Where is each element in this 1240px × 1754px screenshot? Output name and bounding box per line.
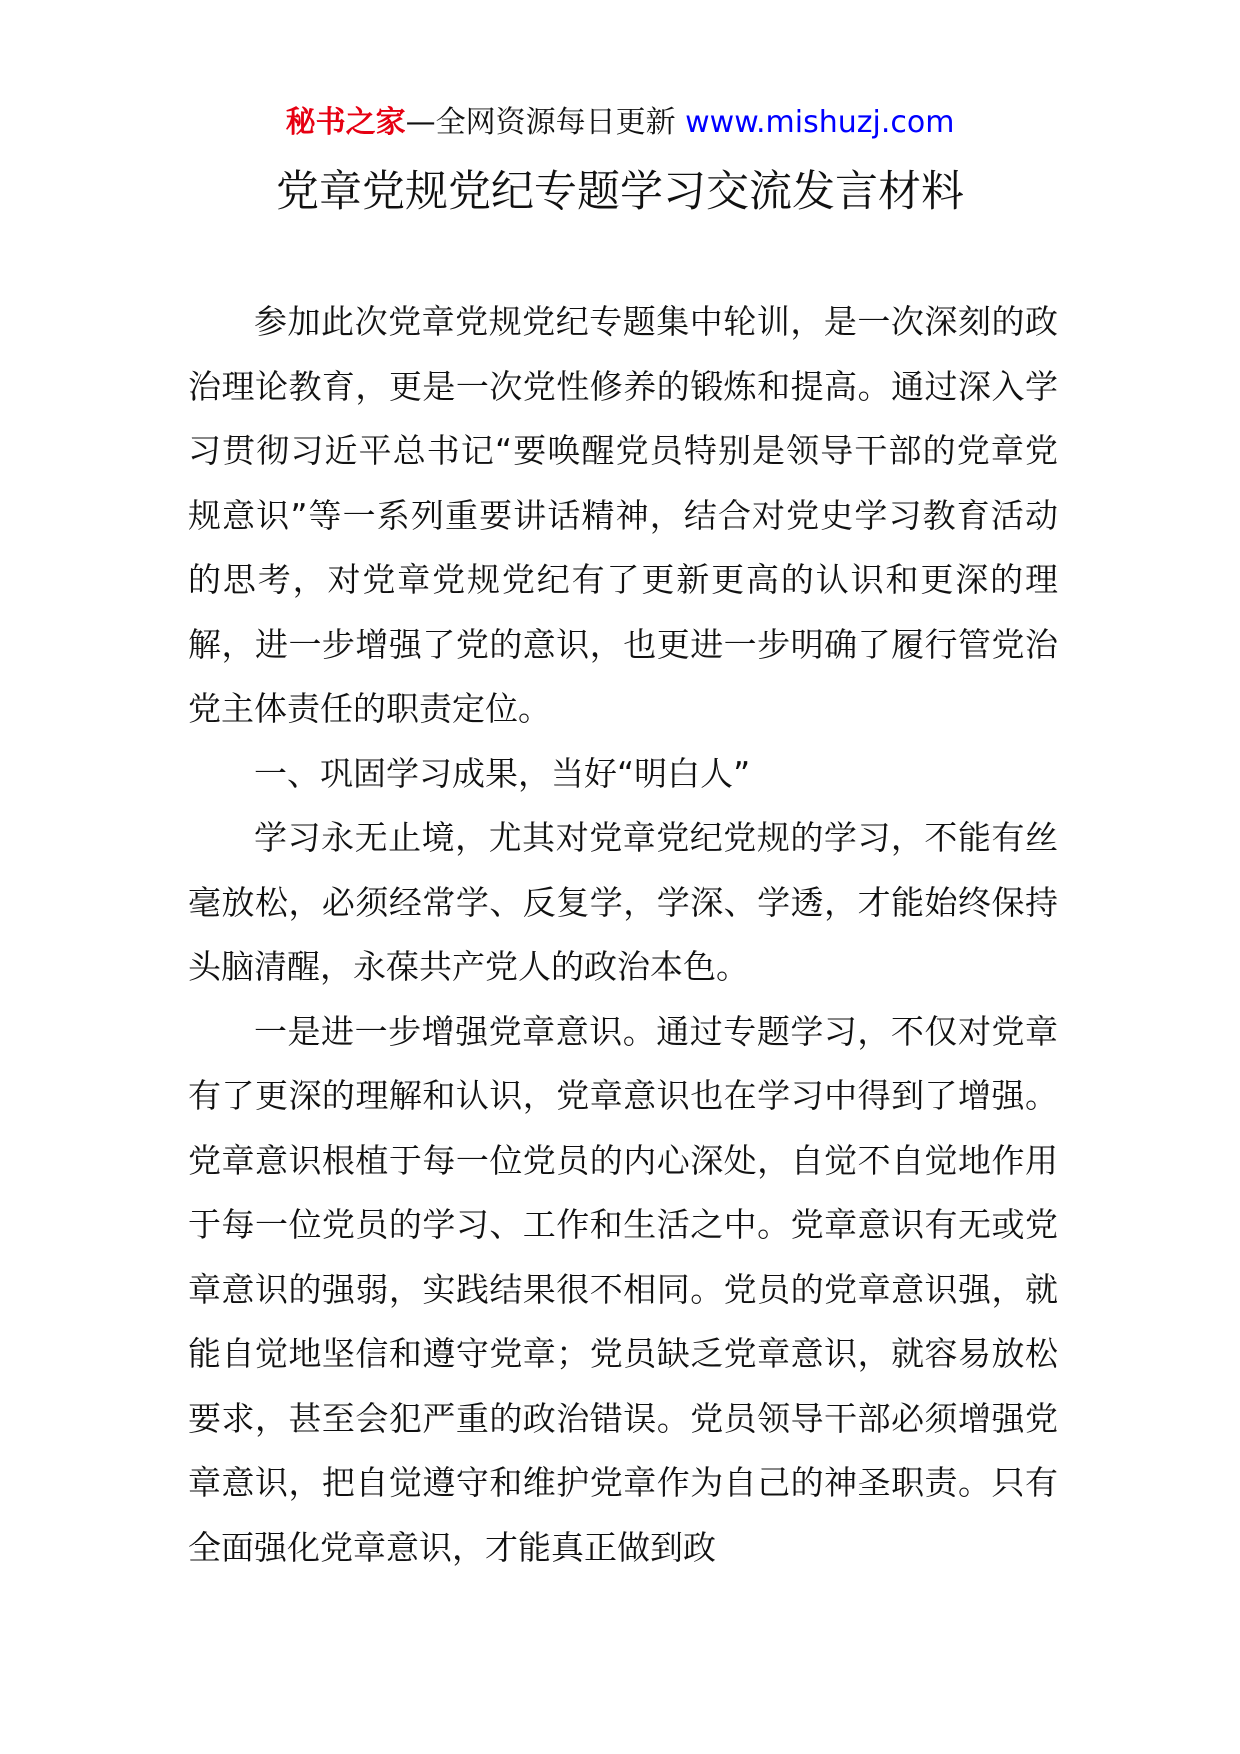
header-slogan: —全网资源每日更新	[405, 105, 676, 140]
point-1-paragraph: 一是进一步增强党章意识。通过专题学习，不仅对党章有了更深的理解和认识，党章意识也在学习中得到了增强。党章意识根植于每一位党员的内心深处，自觉不自觉地作用于每一位党员的学习、工作和生活之中。党章意识有无或党章意识的强弱，实践结果很不相同。党员的党章意识强，就能自觉地坚信和遵守党章；党员缺乏党章意识，就容易放松要求，甚至会犯严重的政治错误。党员领导干部必须增强党章意识，把自觉遵守和维护党章作为自己的神圣职责。只有全面强化党章意识，才能真正做到政	[188, 1011, 1058, 1567]
intro-paragraph: 参加此次党章党规党纪专题集中轮训，是一次深刻的政治理论教育，更是一次党性修养的锻炼和提高。通过深入学习贯彻习近平总书记“要唤醒党员特别是领导干部的党章党规意识”等一系列重要讲话精神，结合对党史学习教育活动的思考，对党章党规党纪有了更新更高的认识和更深的理解，进一步增强了党的意识，也更进一步明确了履行管党治党主体责任的职责定位。	[188, 302, 1058, 728]
section-heading-1: 一、巩固学习成果，当好“明白人”	[254, 753, 751, 793]
header-banner	[0, 101, 1240, 145]
brand-name: 秘书之家	[285, 105, 406, 140]
section-1-paragraph: 学习永无止境，尤其对党章党纪党规的学习，不能有丝毫放松，必须经常学、反复学，学深、学透，才能始终保持头脑清醒，永葆共产党人的政治本色。	[188, 818, 1058, 986]
site-url-link[interactable]: www.mishuzj.com	[685, 105, 955, 140]
document-title: 党章党规党纪专题学习交流发言材料	[276, 167, 964, 217]
document-body	[188, 290, 1058, 1580]
